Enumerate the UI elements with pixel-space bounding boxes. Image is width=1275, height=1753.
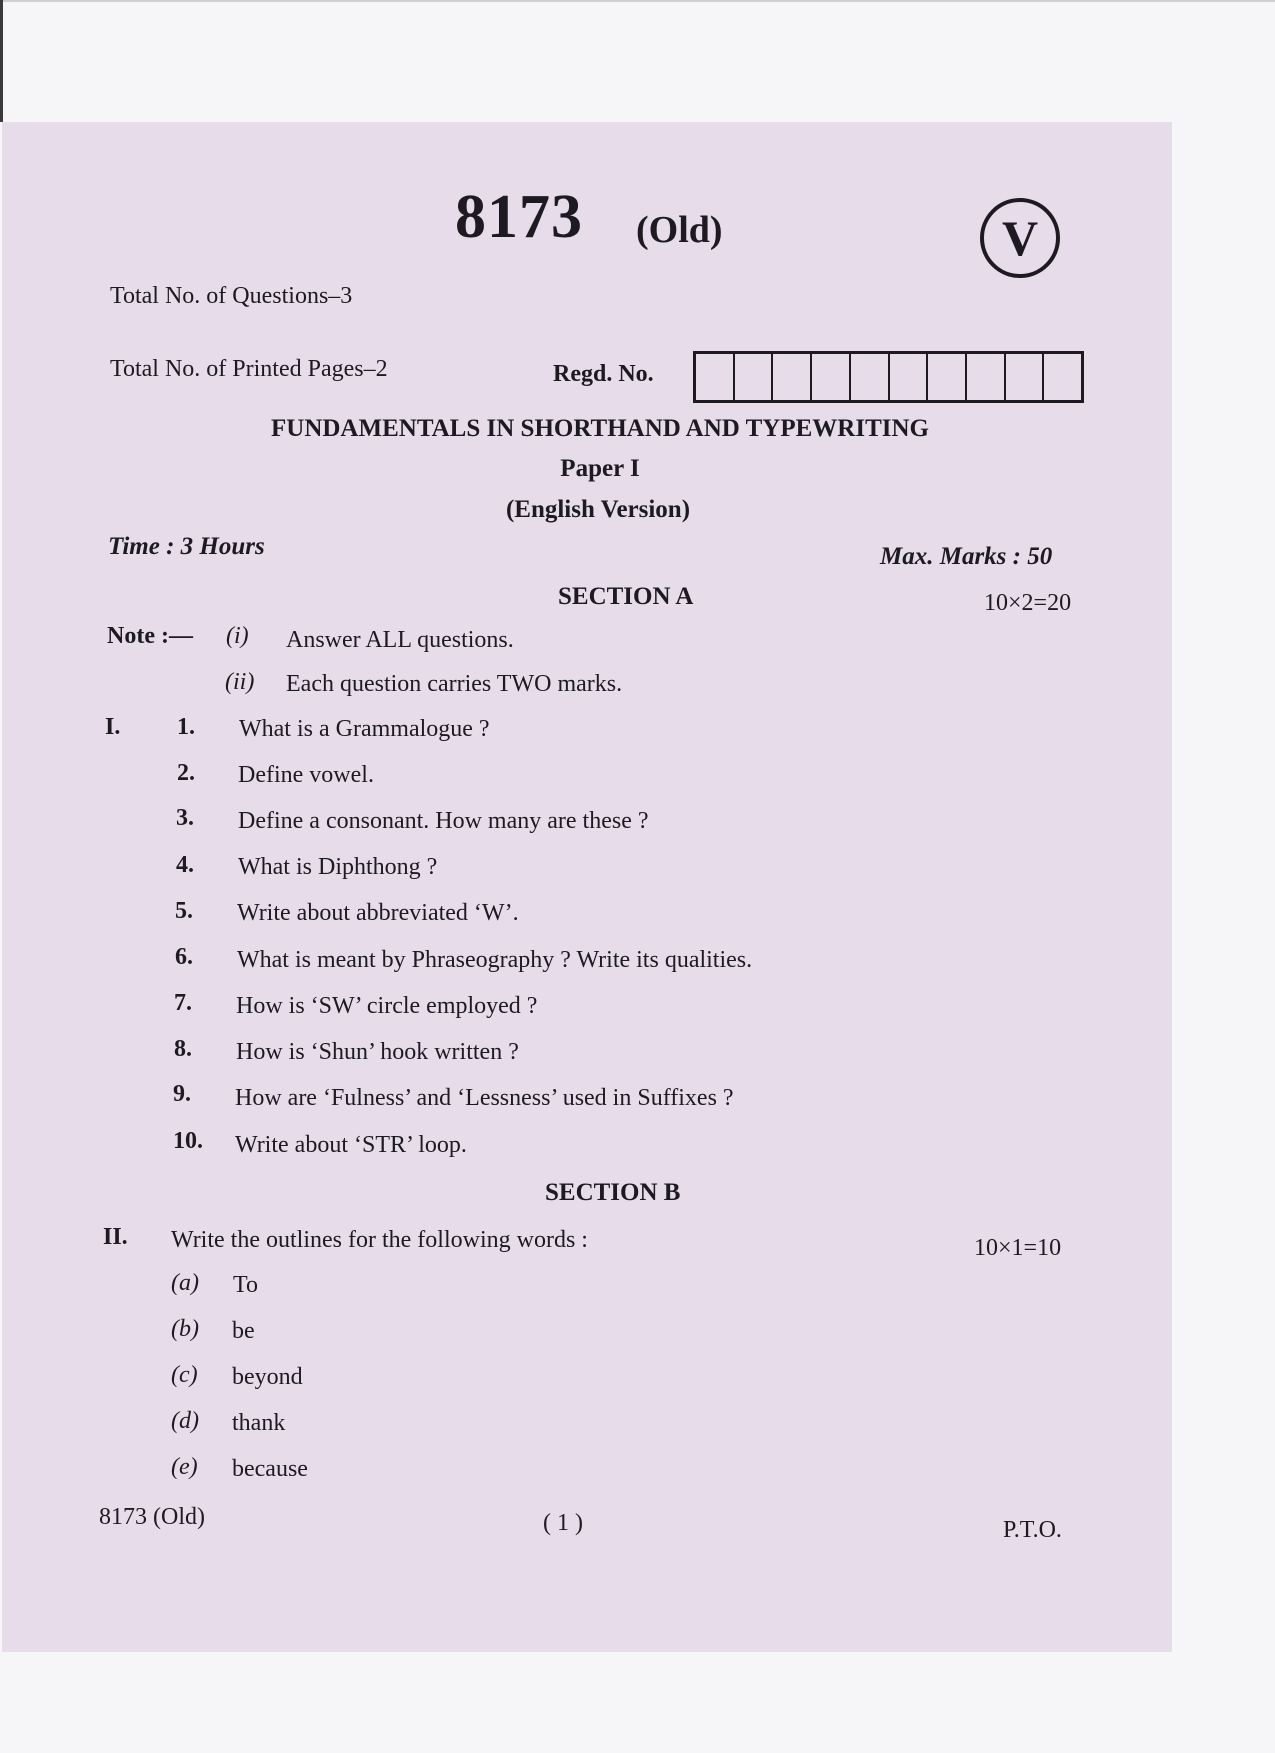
regd-digit-box[interactable] (967, 354, 1006, 400)
question-number: 6. (175, 944, 193, 970)
regd-digit-box[interactable] (851, 354, 890, 400)
regd-digit-box[interactable] (735, 354, 774, 400)
scan-edge-top (0, 0, 1275, 2)
word-label: (b) (171, 1316, 199, 1342)
question-text: What is meant by Phraseography ? Write its qualities. (237, 947, 753, 973)
question-number: 1. (177, 714, 195, 740)
regd-digit-box[interactable] (928, 354, 967, 400)
note-text: Answer ALL questions. (286, 627, 514, 653)
question-group-label: I. (105, 714, 121, 740)
total-pages: Total No. of Printed Pages–2 (110, 356, 388, 382)
question-text: How is ‘Shun’ hook written ? (236, 1039, 519, 1065)
question-number: 3. (176, 805, 194, 831)
paper-number: Paper I (560, 455, 640, 482)
note-label: Note :— (107, 623, 193, 649)
question-text: How are ‘Fulness’ and ‘Lessness’ used in Suffixes ? (235, 1085, 734, 1111)
exam-time: Time : 3 Hours (108, 533, 265, 560)
regd-number-boxes[interactable] (693, 351, 1084, 403)
note-number: (i) (226, 623, 249, 649)
regd-digit-box[interactable] (773, 354, 812, 400)
question-group-label: II. (103, 1224, 128, 1250)
max-marks: Max. Marks : 50 (880, 543, 1053, 570)
scan-edge-left (0, 0, 3, 122)
question-text: What is Diphthong ? (238, 854, 438, 880)
question-number: 8. (174, 1036, 192, 1062)
regd-digit-box[interactable] (1044, 354, 1081, 400)
regd-digit-box[interactable] (696, 354, 735, 400)
question-number: 9. (173, 1081, 191, 1107)
regd-digit-box[interactable] (1006, 354, 1045, 400)
word-label: (e) (171, 1454, 198, 1480)
word-item: To (233, 1272, 258, 1298)
regd-label: Regd. No. (553, 361, 654, 387)
word-item: beyond (232, 1364, 303, 1390)
word-item: be (232, 1318, 255, 1344)
question-number: 10. (173, 1128, 203, 1154)
question-text: Write about ‘STR’ loop. (235, 1132, 467, 1158)
section-b-marks: 10×1=10 (974, 1235, 1062, 1261)
question-text: Define vowel. (238, 762, 374, 788)
page-number: ( 1 ) (543, 1510, 583, 1536)
question-text: How is ‘SW’ circle employed ? (236, 993, 538, 1019)
question-text: Write about abbreviated ‘W’. (237, 900, 519, 926)
section-b-instruction: Write the outlines for the following words : (171, 1227, 588, 1253)
section-b-heading: SECTION B (545, 1179, 681, 1206)
paper-code: 8173 (455, 183, 583, 251)
note-text: Each question carries TWO marks. (286, 671, 623, 697)
question-number: 2. (177, 760, 195, 786)
section-a-heading: SECTION A (558, 583, 694, 610)
word-label: (a) (171, 1270, 199, 1296)
question-number: 4. (176, 852, 194, 878)
regd-digit-box[interactable] (890, 354, 929, 400)
question-number: 7. (174, 990, 192, 1016)
question-text: Define a consonant. How many are these ? (238, 808, 649, 834)
question-number: 5. (175, 898, 193, 924)
word-label: (d) (171, 1408, 199, 1434)
pto-label: P.T.O. (1003, 1517, 1062, 1543)
version-badge: V (980, 198, 1060, 278)
word-label: (c) (171, 1362, 198, 1388)
question-text: What is a Grammalogue ? (239, 716, 490, 742)
paper-code-suffix: (Old) (636, 209, 723, 251)
regd-digit-box[interactable] (812, 354, 851, 400)
footer-code: 8173 (Old) (99, 1504, 205, 1530)
note-number: (ii) (225, 669, 255, 695)
word-item: thank (232, 1410, 286, 1436)
paper-language: (English Version) (505, 496, 691, 523)
section-a-marks: 10×2=20 (984, 590, 1072, 616)
paper-title: FUNDAMENTALS IN SHORTHAND AND TYPEWRITING (271, 415, 929, 442)
word-item: because (232, 1456, 308, 1482)
total-questions: Total No. of Questions–3 (110, 283, 353, 309)
